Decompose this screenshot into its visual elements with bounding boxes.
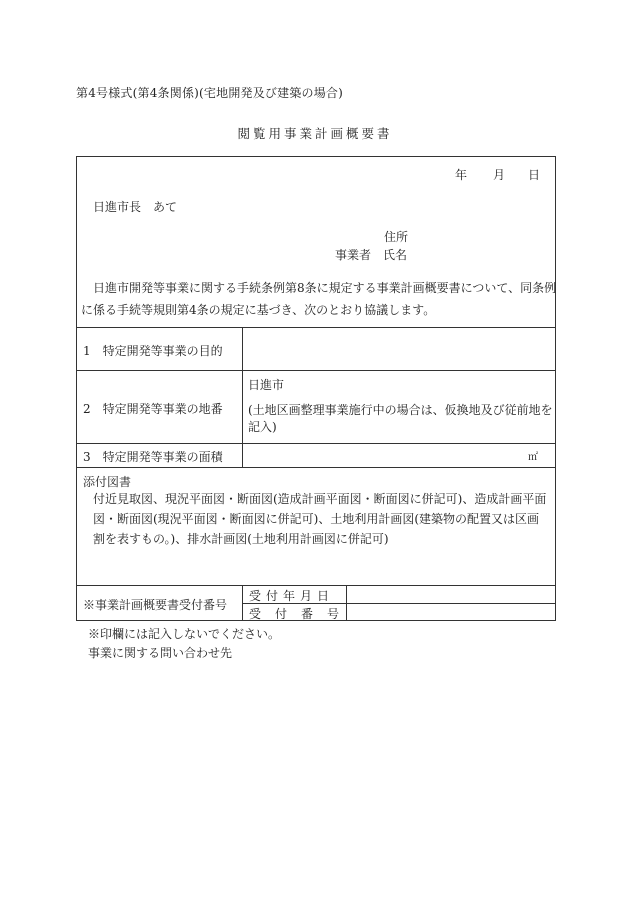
attachments-list: 付近見取図、現況平面図・断面図(造成計画平面図・断面図に併記可)、造成計画平面図・断面図(現況平面図・断面図に併記可)、土地利用計画図(建築物の配置又は区画割を表すもの。)、排水計画図(土地利用計画図に併記可) [93, 492, 547, 546]
contact-label: 事業に関する問い合わせ先 [88, 646, 233, 660]
purpose-label: 1 特定開発等事業の目的 [83, 344, 223, 358]
unfilled-note: ※印欄には記入しないでください。 [88, 627, 281, 641]
applicant-name-label: 事業者 氏名 [335, 248, 408, 262]
receipt-number-label: ※事業計画概要書受付番号 [83, 598, 228, 612]
form-identifier: 第4号様式(第4条関係)(宅地開発及び建築の場合) [76, 86, 343, 100]
form-table [76, 156, 556, 621]
receipt-date-label: 受付年月日 [249, 589, 335, 603]
area-unit: ㎡ [528, 452, 538, 463]
document-title: 閲覧用事業計画概要書 [237, 126, 393, 141]
location-note: (土地区画整理事業施行中の場合は、仮換地及び従前地を記入) [248, 403, 553, 434]
date-year-label: 年 [455, 168, 468, 182]
date-day-label: 日 [528, 168, 541, 182]
request-body-line2: に係る手続等規則第4条の規定に基づき、次のとおり協議します。 [81, 303, 436, 317]
attachments-heading: 添付図書 [83, 475, 132, 489]
request-body-line1: 日進市開発等事業に関する手続条例第8条に規定する事業計画概要書について、同条例 [93, 281, 557, 295]
location-city: 日進市 [248, 378, 285, 392]
location-label: 2 特定開発等事業の地番 [83, 402, 223, 416]
receipt-number-field-label: 受付番号 [249, 607, 354, 621]
area-label: 3 特定開発等事業の面積 [83, 450, 223, 464]
date-month-label: 月 [493, 168, 506, 182]
addressee: 日進市長 あて [93, 200, 178, 214]
address-label: 住所 [384, 230, 409, 244]
